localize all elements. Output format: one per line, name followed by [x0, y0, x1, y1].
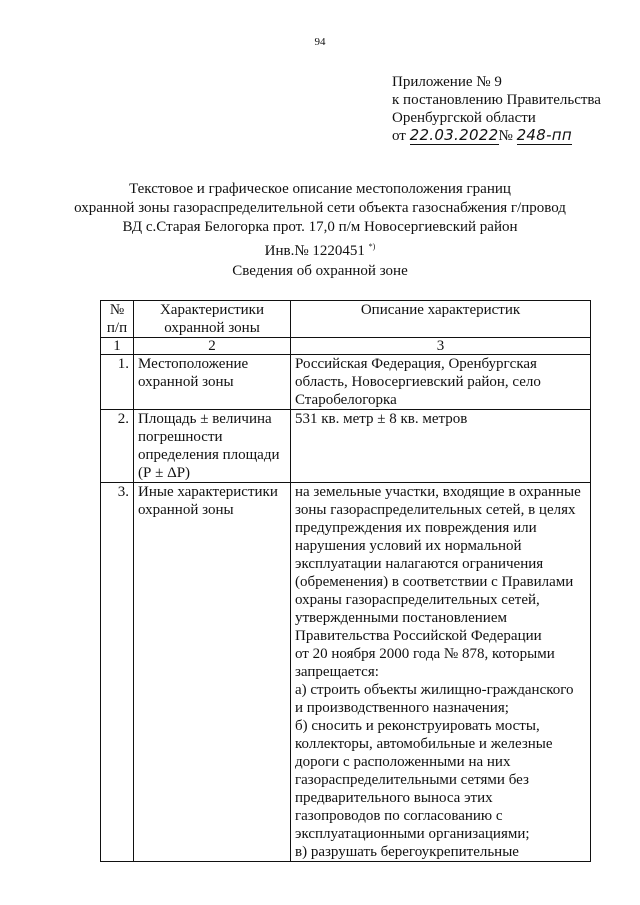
text-line: на земельные участки, входящие в охранные	[295, 484, 581, 500]
text-line: Российская Федерация, Оренбургская	[295, 356, 537, 372]
text-line: предварительного выноса этих	[295, 790, 493, 806]
text-line: предупреждения их повреждения или	[295, 520, 537, 536]
document-title	[0, 180, 640, 261]
index-cell-1: 1	[101, 338, 134, 355]
handwritten-number: 248-пп	[516, 126, 573, 144]
section-subtitle: Сведения об охранной зоне	[232, 263, 408, 279]
text-line: определения площади	[138, 447, 280, 463]
text-line: охранной зоны	[138, 502, 234, 518]
text-line: эксплуатационными организациями;	[295, 826, 530, 842]
header-number	[101, 301, 134, 338]
text-line: область, Новосергиевский район, село	[295, 374, 541, 390]
text-line: и производственного назначения;	[295, 700, 509, 716]
row-number: 2.	[101, 410, 134, 483]
text-line: газораспределительными сетями без	[295, 772, 529, 788]
text-line: в) разрушать берегоукрепительные	[295, 844, 519, 860]
row-description	[291, 355, 591, 410]
index-cell-2: 2	[134, 338, 291, 355]
text-line: охраны газораспределительных сетей,	[295, 592, 540, 608]
text-line: зоны газораспределительных сетей, в целях	[295, 502, 576, 518]
text-line: от 20 ноября 2000 года № 878, которыми	[295, 646, 555, 662]
protection-zone-table	[100, 300, 591, 862]
text-line: охранной зоны	[138, 374, 234, 390]
handwritten-date: 22.03.2022	[409, 126, 499, 144]
header-number-line-2: п/п	[106, 320, 128, 336]
table-header-row	[101, 301, 591, 338]
inventory-number: Инв.№ 1220451	[264, 243, 365, 259]
appendix-line-2: к постановлению Правительства	[392, 92, 601, 108]
header-characteristics-line-1: Характеристики	[159, 302, 265, 318]
text-line: (обременения) в соответствии с Правилами	[295, 574, 574, 590]
text-line: Иные характеристики	[138, 484, 278, 500]
text-line: коллекторы, автомобильные и железные	[295, 736, 553, 752]
text-line: б) сносить и реконструировать мосты,	[295, 718, 540, 734]
table-row	[101, 483, 591, 862]
row-number: 1.	[101, 355, 134, 410]
title-line-3: ВД с.Старая Белогорка прот. 17,0 п/м Новосергиевский район	[122, 219, 518, 235]
appendix-line-3: Оренбургской области	[392, 110, 536, 126]
text-line: Площадь ± величина	[138, 411, 272, 427]
text-line: Правительства Российской Федерации	[295, 628, 542, 644]
row-characteristic	[134, 483, 291, 862]
table-row	[101, 355, 591, 410]
text-line: дороги с расположенными на них	[295, 754, 511, 770]
number-prefix: №	[498, 128, 513, 144]
footnote-mark: *)	[368, 242, 376, 251]
text-line: а) строить объекты жилищно-гражданского	[295, 682, 574, 698]
title-line-1: Текстовое и графическое описание местоположения границ	[129, 181, 511, 197]
text-line: запрещается:	[295, 664, 379, 680]
row-description	[291, 483, 591, 862]
text-line: (Р ± ΔР)	[138, 465, 191, 481]
header-number-line-1: №	[109, 302, 125, 318]
title-line-2: охранной зоны газораспределительной сети объекта газоснабжения г/провод	[74, 200, 566, 216]
text-line: погрешности	[138, 429, 223, 445]
row-characteristic	[134, 410, 291, 483]
text-line: Местоположение	[138, 356, 249, 372]
text-line: эксплуатации налагаются ограничения	[295, 556, 544, 572]
header-characteristics	[134, 301, 291, 338]
row-number: 3.	[101, 483, 134, 862]
appendix-block	[392, 73, 601, 145]
appendix-date-line	[392, 127, 601, 145]
text-line: Старобелогорка	[295, 392, 397, 408]
table-index-row	[101, 338, 591, 355]
row-characteristic	[134, 355, 291, 410]
text-line: 531 кв. метр ± 8 кв. метров	[295, 411, 468, 427]
appendix-line-1: Приложение № 9	[392, 74, 502, 90]
header-characteristics-line-2: охранной зоны	[164, 320, 260, 336]
row-description	[291, 410, 591, 483]
date-prefix: от	[392, 128, 406, 144]
text-line: нарушения условий их нормальной	[295, 538, 522, 554]
text-line: утвержденными постановлением	[295, 610, 507, 626]
index-cell-3: 3	[291, 338, 591, 355]
title-line-4	[0, 237, 640, 261]
page-number: 94	[314, 36, 326, 48]
header-description: Описание характеристик	[291, 301, 591, 338]
text-line: газопроводов по согласованию с	[295, 808, 503, 824]
table-row	[101, 410, 591, 483]
